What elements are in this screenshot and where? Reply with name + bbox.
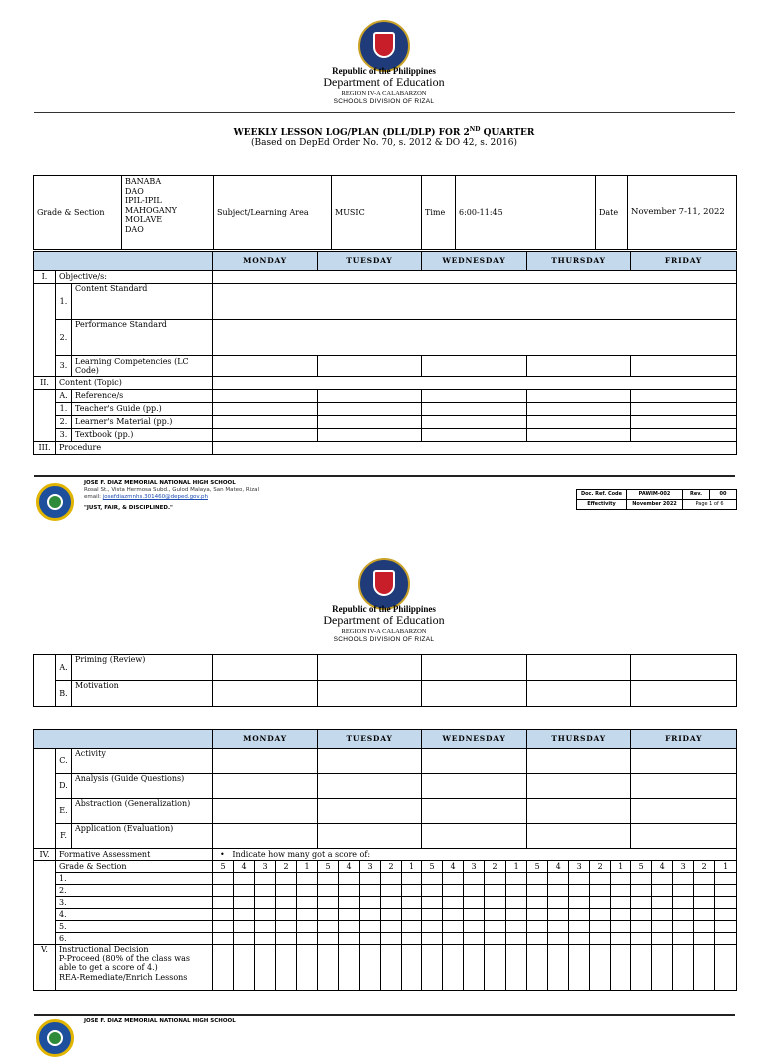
content-topic-label: Content (Topic) bbox=[56, 377, 213, 390]
day-header: TUESDAY bbox=[318, 730, 422, 749]
teachers-guide-label: Teacher's Guide (pp.) bbox=[72, 403, 213, 416]
day-header: WEDNESDAY bbox=[422, 730, 527, 749]
day-header: TUESDAY bbox=[318, 252, 422, 271]
table-row: 3. bbox=[34, 897, 737, 909]
grade-section-label: Grade & Section bbox=[56, 861, 213, 873]
school-address: Rosal St., Vista Hermosa Subd., Gulod Malaya, San Mateo, Rizal bbox=[84, 487, 260, 494]
table-row: 6. bbox=[34, 933, 737, 945]
table-row: 1. bbox=[34, 873, 737, 885]
learners-material-label: Learner's Material (pp.) bbox=[72, 416, 213, 429]
deped-seal-logo bbox=[358, 558, 410, 610]
motivation-label: Motivation bbox=[72, 681, 213, 707]
section-name: IPIL-IPIL bbox=[125, 196, 162, 206]
day-header: THURSDAY bbox=[527, 252, 631, 271]
subject-value: MUSIC bbox=[332, 176, 422, 250]
title-main: WEEKLY LESSON LOG/PLAN (DLL/DLP) FOR 2 bbox=[233, 128, 470, 138]
date-value: November 7-11, 2022 bbox=[628, 176, 737, 250]
day-header: MONDAY bbox=[213, 252, 318, 271]
content-standard-label: Content Standard bbox=[72, 284, 213, 320]
references-label: Reference/s bbox=[72, 390, 213, 403]
day-header: MONDAY bbox=[213, 730, 318, 749]
footer-school-info: JOSE F. DIAZ MEMORIAL NATIONAL HIGH SCHOOL Rosal St., Vista Hermosa Subd., Gulod Malaya, San Mateo, Rizal email: josefdiazmnhs.301460@deped.gov.ph "JUST, FAIR, & DISCIPLINED." bbox=[84, 480, 260, 512]
date-label: Date bbox=[596, 176, 628, 250]
sections-list bbox=[122, 176, 214, 250]
procedure-label: Procedure bbox=[56, 442, 213, 455]
objectives-label: Objective/s: bbox=[56, 271, 213, 284]
formative-assessment-label: Formative Assessment bbox=[56, 849, 213, 861]
application-label: Application (Evaluation) bbox=[72, 824, 213, 849]
instructional-decision-label: Instructional Decision P-Proceed (80% of the class was able to get a score of 4.) REA-Remediate/Enrich Lessons bbox=[56, 945, 213, 991]
section-name: MOLAVE bbox=[125, 215, 163, 225]
letterhead bbox=[0, 66, 768, 105]
day-header: THURSDAY bbox=[527, 730, 631, 749]
score-header-row: Grade & Section 5 4 3 2 1 5 4 3 2 1 5 4 3 2 1 5 4 3 2 1 5 4 3 2 1 bbox=[34, 861, 737, 873]
day-header: FRIDAY bbox=[631, 252, 737, 271]
letterhead: Republic of the Philippines Department of Education REGION IV-A CALABARZON SCHOOLS DIVISION OF RIZAL bbox=[323, 604, 445, 643]
school-email-link[interactable]: josefdiazmnhs.301460@deped.gov.ph bbox=[102, 494, 208, 501]
deped-seal-logo bbox=[358, 20, 410, 72]
table-row: 4. bbox=[34, 909, 737, 921]
time-value: 6:00-11:45 bbox=[456, 176, 596, 250]
priming-label: Priming (Review) bbox=[72, 655, 213, 681]
department-text: Department of Education bbox=[323, 75, 445, 90]
school-logo bbox=[36, 1019, 74, 1057]
republic-text: Republic of the Philippines bbox=[332, 66, 436, 76]
lesson-table-page2-top: A. Priming (Review) B. Motivation bbox=[33, 654, 737, 707]
school-logo bbox=[36, 483, 74, 521]
info-table bbox=[33, 175, 737, 250]
page-number: Page 1 of 6 bbox=[683, 500, 737, 510]
document-title bbox=[0, 127, 768, 149]
section-name: BANABA bbox=[125, 177, 162, 186]
doc-ref-table: Doc. Ref. Code PAWIM-002 Rev. 00 Effectivity November 2022 Page 1 of 6 bbox=[576, 489, 737, 510]
learning-competencies-label: Learning Competencies (LC Code) bbox=[72, 356, 213, 377]
title-sup: ND bbox=[469, 126, 481, 133]
section-name: DAO bbox=[125, 224, 144, 234]
school-name: JOSE F. DIAZ MEMORIAL NATIONAL HIGH SCHOOL bbox=[84, 480, 236, 486]
table-row: 5. bbox=[34, 921, 737, 933]
table-row: 2. bbox=[34, 885, 737, 897]
performance-standard-label: Performance Standard bbox=[72, 320, 213, 356]
time-label: Time bbox=[422, 176, 456, 250]
subject-label: Subject/Learning Area bbox=[214, 176, 332, 250]
school-motto: "JUST, FAIR, & DISCIPLINED." bbox=[84, 505, 173, 512]
section-name: MAHOGANY bbox=[125, 205, 177, 215]
grade-section-label: Grade & Section bbox=[34, 176, 122, 250]
day-header: WEDNESDAY bbox=[422, 252, 527, 271]
abstraction-label: Abstraction (Generalization) bbox=[72, 799, 213, 824]
analysis-label: Analysis (Guide Questions) bbox=[72, 774, 213, 799]
section-name: DAO bbox=[125, 186, 144, 196]
activity-label: Activity bbox=[72, 749, 213, 774]
title-sub: (Based on DepEd Order No. 70, s. 2012 & DO 42, s. 2016) bbox=[251, 138, 517, 149]
division-text: SCHOOLS DIVISION OF RIZAL bbox=[333, 97, 435, 105]
textbook-label: Textbook (pp.) bbox=[72, 429, 213, 442]
day-header: FRIDAY bbox=[631, 730, 737, 749]
lesson-table-page1: MONDAY TUESDAY WEDNESDAY THURSDAY FRIDAY I. Objective/s: 1. Content Standard 2. Performance Standard 3. Learning Competencies (LC Code) II. Content (Topic) A. Reference/s 1. Teacher's Guide (pp.) 2. Learner's Material (pp.) 3. Textbook (pp.) III. Procedure bbox=[33, 251, 737, 455]
school-name: JOSE F. DIAZ MEMORIAL NATIONAL HIGH SCHOOL bbox=[84, 1018, 236, 1024]
lesson-table-page2: MONDAY TUESDAY WEDNESDAY THURSDAY FRIDAY C. Activity D. Analysis (Guide Questions) E. Abstraction (Generalization) F. Application (Evaluation) IV. Formative Assessment • Indicate how many got a score of: Grade & Section 5 4 3 2 1 5 4 3 2 1 5 4 3 2 1 5 4 3 2 1 5 4 3 2 1 1. 2. 3. 4. 5. 6. V. Instructional Decision P-Proceed (80% of the class was able to get a score of 4.) REA-Remediate/Enrich Lessons bbox=[33, 729, 737, 991]
region-text: REGION IV-A CALABARZON bbox=[341, 90, 427, 98]
title-suffix: QUARTER bbox=[480, 128, 535, 138]
formative-note: • Indicate how many got a score of: bbox=[213, 849, 737, 861]
